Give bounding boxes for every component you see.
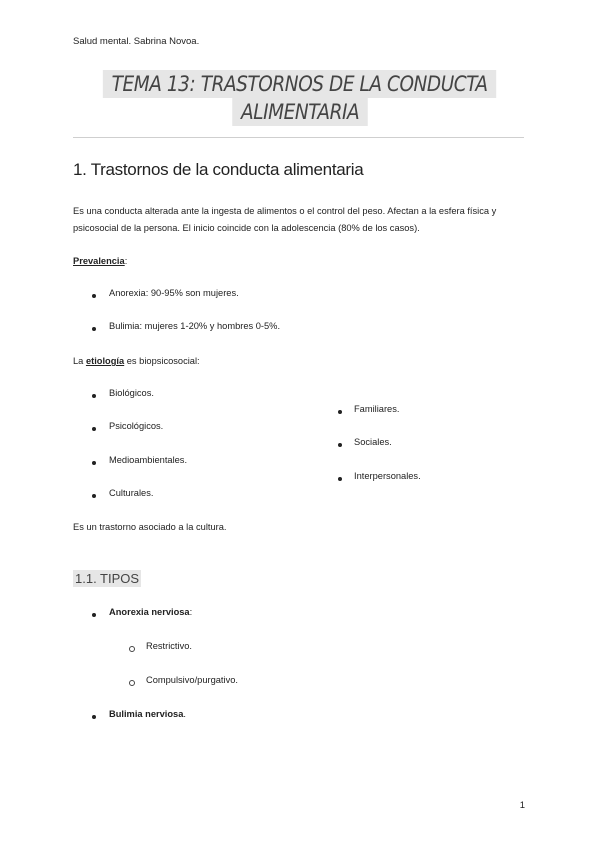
bullet-dot — [92, 715, 96, 719]
bullet-dot — [338, 410, 342, 414]
bullet-dot — [92, 494, 96, 498]
list-item: Familiares. — [354, 404, 400, 414]
page-header: Salud mental. Sabrina Novoa. — [73, 36, 200, 47]
title-line-2: ALIMENTARIA — [232, 98, 368, 126]
bullet-dot — [92, 461, 96, 465]
section-heading: 1. Trastornos de la conducta alimentaria — [73, 160, 364, 179]
etiology-pre: La — [73, 356, 86, 366]
prevalence-word: Prevalencia — [73, 256, 125, 266]
bulimia-dot: . — [183, 709, 186, 719]
prevalence-colon: : — [124, 256, 128, 266]
etiology-word: etiología — [85, 356, 125, 366]
document-title — [0, 70, 600, 126]
bullet-dot — [92, 394, 96, 398]
page-number: 1 — [519, 800, 525, 811]
sub-bullet-circle — [129, 680, 135, 686]
etiology-post: es biopsicosocial: — [124, 356, 200, 366]
bullet-dot — [92, 294, 96, 298]
bullet-dot — [92, 613, 96, 617]
list-item: Bulimia: mujeres 1-20% y hombres 0-5%. — [109, 321, 281, 331]
title-line-1: TEMA 13: TRASTORNOS DE LA CONDUCTA — [103, 70, 497, 98]
sub-bullet-circle — [129, 646, 135, 652]
list-item: Culturales. — [109, 488, 154, 498]
anorexia-label: Anorexia nerviosa — [109, 607, 190, 617]
subsection-heading: 1.1. TIPOS — [75, 571, 140, 586]
sub-list-item: Compulsivo/purgativo. — [146, 675, 238, 685]
list-item: Medioambientales. — [109, 455, 188, 465]
intro-paragraph: Es una conducta alterada ante la ingesta de alimentos o el control del peso. Afectan a la esfera física y psicosocial de la persona. El inicio coincide con la adolescencia (80% de los casos). — [73, 206, 497, 233]
list-item: Anorexia: 90-95% son mujeres. — [109, 288, 239, 298]
sub-list-item: Restrictivo. — [146, 641, 192, 651]
closing-paragraph: Es un trastorno asociado a la cultura. — [73, 522, 227, 532]
anorexia-colon: : — [189, 607, 193, 617]
etiology-line — [73, 353, 528, 370]
list-item: Biológicos. — [109, 388, 154, 398]
bullet-dot — [92, 427, 96, 431]
list-item — [109, 709, 186, 719]
list-item — [109, 607, 192, 617]
bulimia-label: Bulimia nerviosa — [109, 709, 184, 719]
list-item: Psicológicos. — [109, 421, 164, 431]
prevalence-label — [73, 253, 528, 270]
bullet-dot — [338, 477, 342, 481]
list-item: Sociales. — [354, 437, 392, 447]
horizontal-rule — [73, 137, 524, 138]
list-item: Interpersonales. — [354, 471, 421, 481]
bullet-dot — [92, 327, 96, 331]
bullet-dot — [338, 443, 342, 447]
